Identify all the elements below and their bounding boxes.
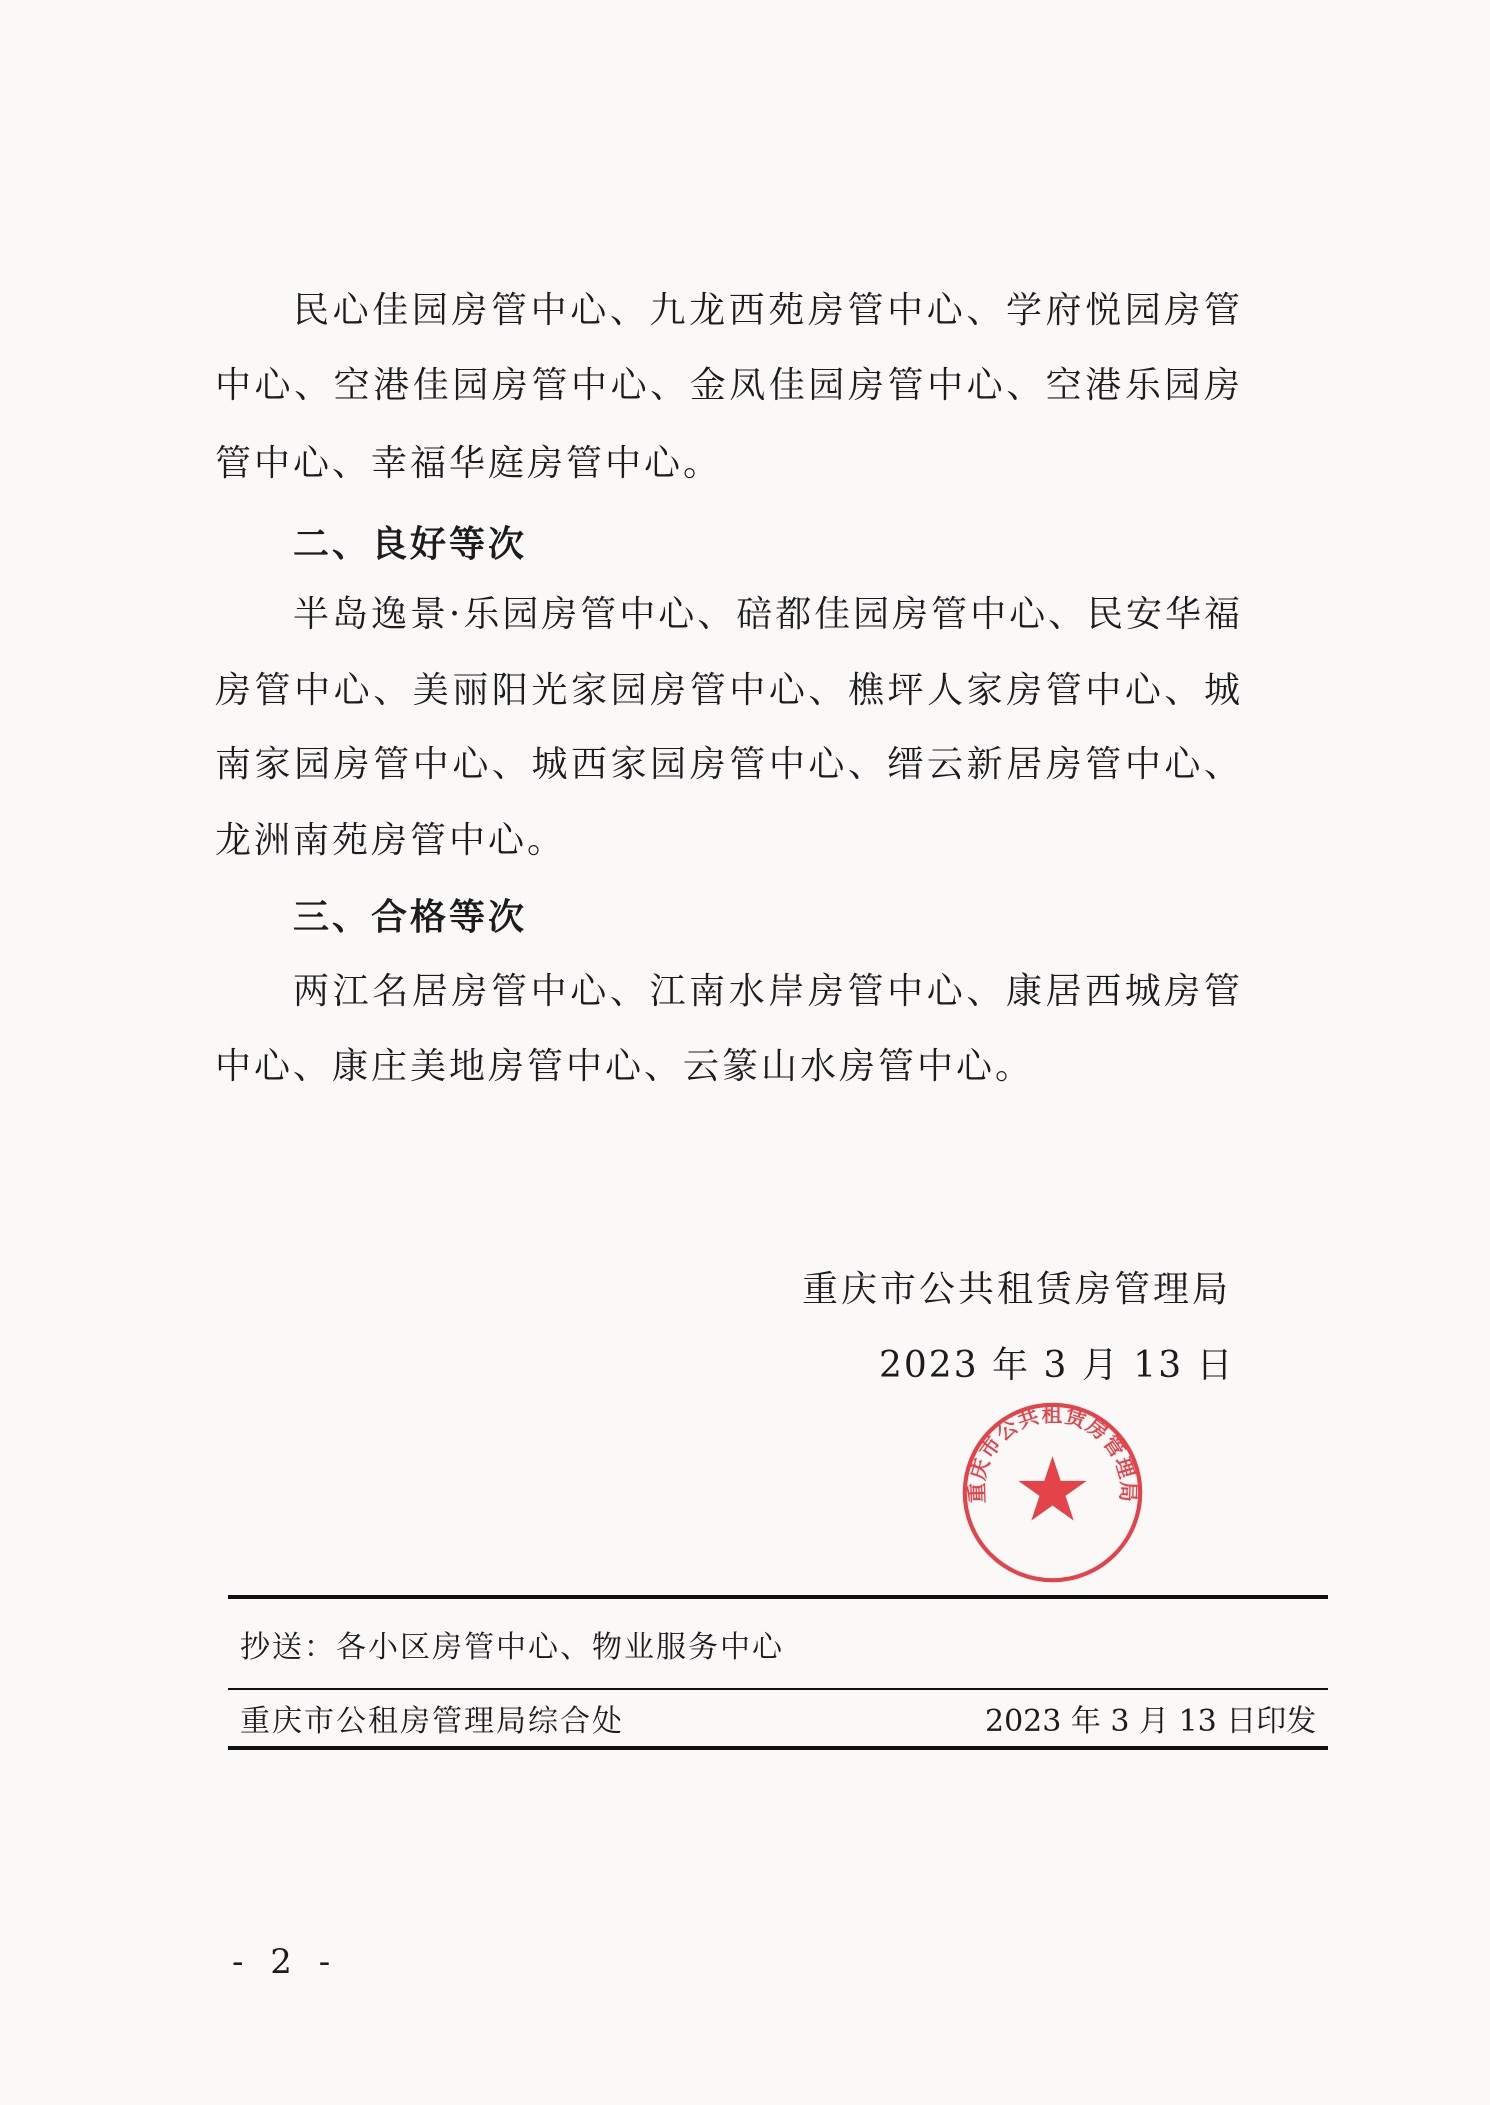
- section-heading-qualified: 三、合格等次: [293, 897, 528, 938]
- paragraph-line: 南家园房管中心、城西家园房管中心、缙云新居房管中心、: [215, 744, 1241, 785]
- official-seal-stamp: [960, 1400, 1145, 1585]
- paragraph-line: 半岛逸景·乐园房管中心、碚都佳园房管中心、民安华福: [293, 594, 1241, 635]
- paragraph-line: 中心、空港佳园房管中心、金凤佳园房管中心、空港乐园房: [215, 365, 1241, 406]
- footer-top-rule: [228, 1595, 1328, 1599]
- signature-date: 2023 年 3 月 13 日: [879, 1345, 1235, 1386]
- cc-list: 抄送：各小区房管中心、物业服务中心: [240, 1630, 784, 1665]
- paragraph-line: 龙洲南苑房管中心。: [215, 820, 567, 861]
- seal-text: 重庆市公共租赁房管理局: [964, 1402, 1141, 1504]
- section-heading-good: 二、良好等次: [293, 524, 528, 565]
- star-icon: [1018, 1456, 1087, 1520]
- paragraph-line: 房管中心、美丽阳光家园房管中心、樵坪人家房管中心、城: [215, 670, 1241, 711]
- page-number: - 2 -: [232, 1942, 339, 1982]
- footer-bottom-rule: [228, 1746, 1328, 1750]
- paragraph-line: 民心佳园房管中心、九龙西苑房管中心、学府悦园房管: [293, 290, 1241, 331]
- footer-middle-rule: [228, 1688, 1328, 1690]
- paragraph-line: 两江名居房管中心、江南水岸房管中心、康居西城房管: [293, 971, 1241, 1012]
- paragraph-line: 管中心、幸福华庭房管中心。: [215, 443, 723, 484]
- issue-date: 2023 年 3 月 13 日印发: [985, 1704, 1317, 1739]
- paragraph-line: 中心、康庄美地房管中心、云篆山水房管中心。: [215, 1046, 1035, 1087]
- signature-organization: 重庆市公共租赁房管理局: [802, 1269, 1232, 1310]
- issuing-office: 重庆市公租房管理局综合处: [240, 1704, 624, 1739]
